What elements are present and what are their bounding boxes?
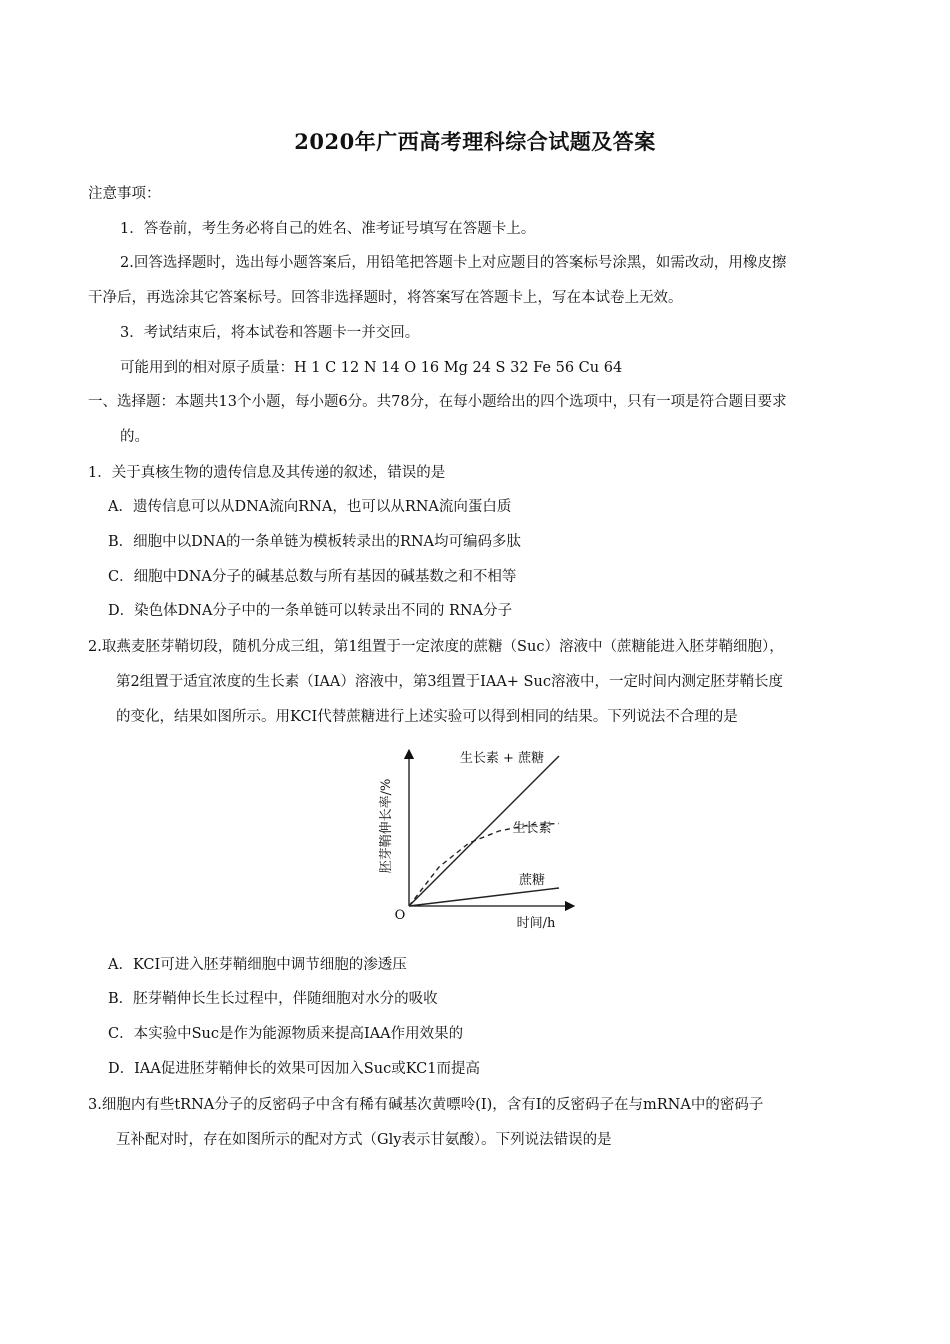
notice-heading: 注意事项： — [88, 186, 161, 202]
section-heading-continuation: 的。 — [120, 429, 149, 445]
question-2-option-c: C．本实验中Suc是作为能源物质来提高IAA作用效果的 — [108, 1026, 464, 1042]
question-1-option-c: C．细胞中DNA分子的碱基总数与所有基因的碱基数之和不相等 — [108, 569, 517, 585]
question-1-stem: 1．关于真核生物的遗传信息及其传递的叙述，错误的是 — [88, 465, 446, 481]
notice-item: 3．考试结束后，将本试卷和答题卡一并交回。 — [120, 325, 420, 341]
question-2-option-a: A．KCI可进入胚芽鞘细胞中调节细胞的渗透压 — [108, 957, 407, 973]
series-line-suc — [409, 888, 559, 906]
series-label-iaa-suc: 生长素 + 蔗糖 — [459, 751, 545, 766]
section-heading: 一、选择题：本题共13个小题，每小题6分。共78分，在每小题给出的四个选项中，只有一项是符合题目要求 — [88, 394, 787, 410]
question-2-option-d: D．IAA促进胚芽鞘伸长的效果可因加入Suc或KC1而提高 — [108, 1061, 480, 1077]
y-axis-label: 胚芽鞘伸长率/% — [379, 778, 394, 874]
question-1-option-a: A．遗传信息可以从DNA流向RNA，也可以从RNA流向蛋白质 — [108, 499, 512, 515]
question-2-stem: 2.取燕麦胚芽鞘切段，随机分成三组，第1组置于一定浓度的蔗糖（Suc）溶液中（蔗糖能进入胚芽鞘细胞）， — [88, 639, 784, 655]
question-3-stem: 3.细胞内有些tRNA分子的反密码子中含有稀有碱基次黄嘌呤(I)，含有I的反密码子在与mRNA中的密码子 — [88, 1097, 764, 1113]
question-1-option-b: B．细胞中以DNA的一条单链为模板转录出的RNA均可编码多肽 — [108, 534, 522, 550]
notice-item: 1．答卷前，考生务必将自己的姓名、准考证号填写在答题卡上。 — [120, 221, 536, 237]
document-title: 2020年广西高考理科综合试题及答案 — [294, 129, 656, 154]
question-2-stem-line: 的变化，结果如图所示。用KCI代替蔗糖进行上述实验可以得到相同的结果。下列说法不合理的是 — [116, 709, 738, 725]
question-2-option-b: B．胚芽鞘伸长生长过程中，伴随细胞对水分的吸收 — [108, 991, 438, 1007]
question-1-option-d: D．染色体DNA分子中的一条单链可以转录出不同的 RNA分子 — [108, 603, 513, 619]
notice-item: 2.回答选择题时，选出每小题答案后，用铅笔把答题卡上对应题目的答案标号涂黑，如需改动，用橡皮擦 — [120, 255, 787, 271]
series-label-iaa: 生长素 — [512, 821, 552, 836]
notice-item-continuation: 干净后，再选涂其它答案标号。回答非选择题时，将答案写在答题卡上，写在本试卷上无效。 — [88, 290, 683, 306]
elongation-chart — [374, 748, 584, 938]
question-2-stem-line: 第2组置于适宜浓度的生长素（IAA）溶液中，第3组置于IAA+ Suc溶液中，一定时间内测定胚芽鞘长度 — [116, 674, 783, 690]
origin-label: O — [394, 908, 406, 923]
x-axis-label: 时间/h — [516, 916, 556, 931]
series-label-suc: 蔗糖 — [518, 873, 546, 888]
atomic-mass-line: 可能用到的相对原子质量：H 1 C 12 N 14 O 16 Mg 24 S 32 Fe 56 Cu 64 — [120, 360, 623, 376]
question-3-stem-line: 互补配对时，存在如图所示的配对方式（Gly表示甘氨酸）。下列说法错误的是 — [116, 1132, 612, 1148]
